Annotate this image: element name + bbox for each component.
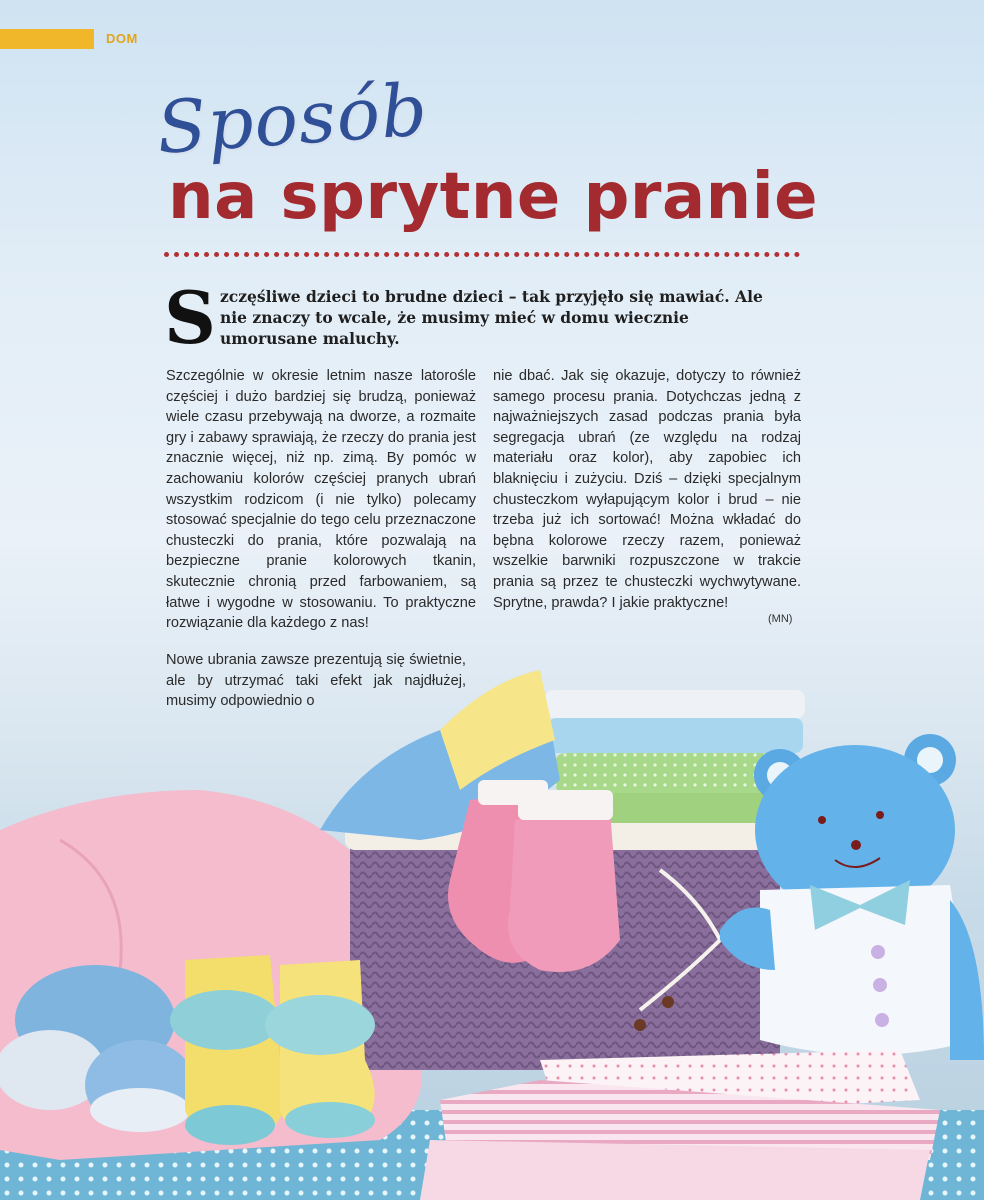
- section-label: DOM: [106, 31, 138, 46]
- dotted-divider: [164, 252, 800, 257]
- author-signature: (MN): [768, 613, 793, 625]
- lead-paragraph: [164, 275, 786, 360]
- photo-illustration: [0, 640, 984, 1200]
- drop-cap: S: [164, 275, 216, 360]
- title-main: na sprytne pranie: [168, 160, 819, 234]
- lead-text: zczęśliwe dzieci to brudne dzieci – tak przyjęło się mawiać. Ale nie znaczy to wcale, że musimy mieć w domu wiecznie umorusane maluchy.: [220, 287, 763, 348]
- baby-clothes-photo: [0, 640, 984, 1200]
- body-column-1-paragraph-2: Nowe ubrania zawsze prezentują się świetnie, ale by utrzymać taki efekt jak najdłużej, musimy odpowiednio o: [166, 652, 466, 710]
- section-color-bar: [0, 29, 94, 49]
- body-column-2: nie dbać. Jak się okazuje, dotyczy to również samego procesu prania. Dotychczas jedną z najważniejszych zasad podczas prania była segregacja ubrań (ze względu na rodzaj materiału oraz kolor), aby zapobiec ich blaknięciu i zużyciu. Dziś – dzięki specjalnym chusteczkom wyłapującym kolor i brud – nie trzeba już ich sortować! Można wkładać do bębna kolorowe rzeczy razem, ponieważ wszelkie barwniki rozpuszczone w trakcie prania są przez te chusteczki wychwytywane. Sprytne, prawda? I jakie praktyczne!: [493, 368, 801, 611]
- body-column-1: Szczególnie w okresie letnim nasze latorośle częściej i dużo bardziej się brudzą, ponieważ wiele czasu przebywają na dworze, a rozmaite gry i zabawy sprawiają, że rzeczy do prania jest znacznie więcej, niż np. zimą. By pomóc w zachowaniu kolorów częściej pranych ubrań wszystkim rodzicom (i nie tylko) polecamy stosować specjalnie do tego celu przeznaczone chusteczki do prania, które pozwalają na bezpieczne pranie kolorowych tkanin, skutecznie chronią przed farbowaniem, są łatwe i wygodne w stosowaniu. To praktyczne rozwiązanie dla każdego z nas!: [166, 368, 476, 632]
- title-script: Sposób: [154, 67, 431, 170]
